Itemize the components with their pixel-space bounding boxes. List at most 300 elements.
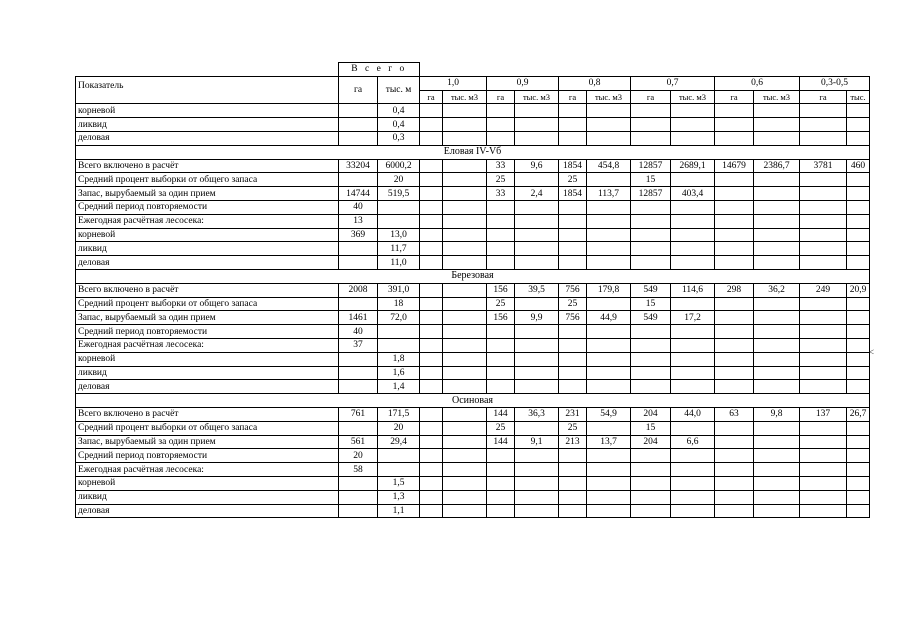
- table-cell: [754, 380, 800, 394]
- table-cell: [587, 131, 631, 145]
- table-cell: [800, 352, 847, 366]
- section-title-row: [76, 394, 870, 408]
- table-cell: 1,5: [378, 476, 420, 490]
- table-cell: [631, 228, 671, 242]
- table-cell: [800, 490, 847, 504]
- table-row: [76, 352, 870, 366]
- table-cell: 549: [631, 283, 671, 297]
- table-row: [76, 490, 870, 504]
- table-cell: [339, 490, 378, 504]
- table-cell: [339, 118, 378, 132]
- table-cell: [587, 118, 631, 132]
- table-cell: [420, 297, 443, 311]
- table-cell: 454,8: [587, 159, 631, 173]
- table-cell: [671, 256, 715, 270]
- table-cell: [515, 352, 559, 366]
- table-cell: 204: [631, 407, 671, 421]
- table-cell: 0,4: [378, 118, 420, 132]
- table-cell: [487, 242, 515, 256]
- table-cell: 20: [339, 449, 378, 463]
- table-cell: [487, 449, 515, 463]
- table-cell: [487, 476, 515, 490]
- subheader-ga: га: [487, 90, 515, 104]
- table-cell: 761: [339, 407, 378, 421]
- table-cell: 756: [559, 283, 587, 297]
- table-cell: 1,8: [378, 352, 420, 366]
- table-cell: [715, 449, 754, 463]
- table-cell: 1,6: [378, 366, 420, 380]
- table-cell: [587, 173, 631, 187]
- subheader-ga: га: [559, 90, 587, 104]
- section-title-row: [76, 145, 870, 159]
- header-group-0-7: 0,7: [631, 76, 715, 90]
- table-cell: [671, 380, 715, 394]
- table-cell: [559, 449, 587, 463]
- table-cell: [443, 297, 487, 311]
- table-cell: [515, 242, 559, 256]
- row-label: ликвид: [76, 118, 339, 132]
- table-cell: [800, 297, 847, 311]
- table-cell: [487, 504, 515, 518]
- table-cell: [487, 490, 515, 504]
- row-label: ликвид: [76, 366, 339, 380]
- table-cell: [420, 476, 443, 490]
- table-cell: 26,7: [847, 407, 870, 421]
- table-cell: [847, 490, 870, 504]
- table-cell: [420, 311, 443, 325]
- table-cell: [339, 504, 378, 518]
- table-cell: [420, 283, 443, 297]
- table-cell: [847, 228, 870, 242]
- table-row: [76, 104, 870, 118]
- table-cell: [631, 338, 671, 352]
- table-cell: [487, 366, 515, 380]
- table-cell: [754, 490, 800, 504]
- table-cell: 25: [559, 297, 587, 311]
- table-cell: 1,1: [378, 504, 420, 518]
- table-cell: [754, 463, 800, 477]
- table-cell: [715, 476, 754, 490]
- row-label: деловая: [76, 131, 339, 145]
- table-cell: 114,6: [671, 283, 715, 297]
- table-cell: 2008: [339, 283, 378, 297]
- table-cell: [631, 490, 671, 504]
- table-cell: [515, 449, 559, 463]
- table-cell: 11,7: [378, 242, 420, 256]
- table-cell: [515, 200, 559, 214]
- table-cell: [339, 366, 378, 380]
- table-cell: [715, 131, 754, 145]
- table-cell: 15: [631, 421, 671, 435]
- table-cell: 460: [847, 159, 870, 173]
- table-cell: [378, 325, 420, 339]
- row-label: ликвид: [76, 490, 339, 504]
- table-cell: [420, 242, 443, 256]
- table-cell: [631, 242, 671, 256]
- table-row: [76, 173, 870, 187]
- table-cell: 20: [378, 173, 420, 187]
- table-cell: [515, 256, 559, 270]
- subheader-tys-m3: тыс. м3: [754, 90, 800, 104]
- table-cell: [715, 380, 754, 394]
- table-cell: [420, 187, 443, 201]
- table-cell: 25: [487, 421, 515, 435]
- table-cell: [847, 366, 870, 380]
- table-cell: [631, 131, 671, 145]
- table-cell: [487, 463, 515, 477]
- table-cell: 1854: [559, 187, 587, 201]
- row-label: деловая: [76, 256, 339, 270]
- table-cell: [754, 504, 800, 518]
- row-label: ликвид: [76, 242, 339, 256]
- table-cell: [715, 256, 754, 270]
- table-cell: 36,3: [515, 407, 559, 421]
- table-cell: [754, 131, 800, 145]
- table-cell: [587, 504, 631, 518]
- table-cell: 9,6: [515, 159, 559, 173]
- table-cell: 756: [559, 311, 587, 325]
- table-cell: [420, 435, 443, 449]
- table-row: [76, 449, 870, 463]
- header-group-0-8: 0,8: [559, 76, 631, 90]
- table-cell: [443, 214, 487, 228]
- table-cell: [847, 104, 870, 118]
- table-cell: 369: [339, 228, 378, 242]
- table-row: [76, 187, 870, 201]
- table-cell: 20,9: [847, 283, 870, 297]
- table-cell: [443, 187, 487, 201]
- table-cell: [754, 338, 800, 352]
- header-group-0-6: 0,6: [715, 76, 800, 90]
- table-cell: [487, 200, 515, 214]
- table-cell: [487, 338, 515, 352]
- table-cell: 0,4: [378, 104, 420, 118]
- table-cell: [671, 366, 715, 380]
- table-cell: [631, 352, 671, 366]
- table-row: [76, 159, 870, 173]
- table-cell: [339, 242, 378, 256]
- table-cell: [420, 104, 443, 118]
- table-cell: [587, 297, 631, 311]
- table-cell: [671, 104, 715, 118]
- row-label: деловая: [76, 380, 339, 394]
- table-cell: [800, 242, 847, 256]
- table-cell: [800, 228, 847, 242]
- table-cell: [715, 228, 754, 242]
- table-cell: [420, 504, 443, 518]
- table-cell: 39,5: [515, 283, 559, 297]
- table-cell: [715, 352, 754, 366]
- subheader-tys-m3: тыс. м3: [671, 90, 715, 104]
- table-cell: [631, 325, 671, 339]
- header-row-2: [76, 76, 870, 90]
- table-cell: [715, 311, 754, 325]
- section-title-row: [76, 269, 870, 283]
- table-cell: [754, 173, 800, 187]
- table-cell: [420, 256, 443, 270]
- table-cell: [443, 131, 487, 145]
- table-cell: [800, 366, 847, 380]
- table-cell: [378, 200, 420, 214]
- table-cell: 25: [559, 421, 587, 435]
- table-row: [76, 311, 870, 325]
- table-row: [76, 407, 870, 421]
- table-cell: [715, 490, 754, 504]
- table-cell: 13,7: [587, 435, 631, 449]
- table-cell: [443, 338, 487, 352]
- table-cell: [715, 338, 754, 352]
- table-cell: 13,0: [378, 228, 420, 242]
- subheader-ga: га: [715, 90, 754, 104]
- table-cell: [587, 490, 631, 504]
- table-cell: [378, 463, 420, 477]
- table-cell: [800, 256, 847, 270]
- table-cell: [800, 380, 847, 394]
- table-cell: [559, 366, 587, 380]
- table-cell: [715, 200, 754, 214]
- table-cell: [443, 366, 487, 380]
- table-cell: [800, 104, 847, 118]
- table-cell: [631, 380, 671, 394]
- table-cell: [671, 173, 715, 187]
- table-cell: [671, 214, 715, 228]
- table-cell: [587, 449, 631, 463]
- table-cell: [847, 118, 870, 132]
- table-cell: [847, 131, 870, 145]
- table-cell: 231: [559, 407, 587, 421]
- table-row: [76, 200, 870, 214]
- edge-mark: <: [869, 347, 875, 357]
- table-cell: [847, 187, 870, 201]
- table-cell: [754, 311, 800, 325]
- table-cell: 403,4: [671, 187, 715, 201]
- row-label: корневой: [76, 476, 339, 490]
- table-cell: [339, 421, 378, 435]
- table-cell: [847, 311, 870, 325]
- table-cell: [515, 504, 559, 518]
- table-cell: 9,1: [515, 435, 559, 449]
- table-row: [76, 476, 870, 490]
- table-cell: [420, 214, 443, 228]
- table-cell: [800, 200, 847, 214]
- table-cell: [587, 256, 631, 270]
- table-cell: [443, 476, 487, 490]
- table-cell: 298: [715, 283, 754, 297]
- row-label: корневой: [76, 228, 339, 242]
- header-group-0-9: 0,9: [487, 76, 559, 90]
- table-cell: [420, 449, 443, 463]
- table-cell: [443, 283, 487, 297]
- table-cell: 25: [487, 297, 515, 311]
- table-cell: 144: [487, 407, 515, 421]
- table-cell: [443, 228, 487, 242]
- table-cell: [420, 173, 443, 187]
- table-cell: 15: [631, 297, 671, 311]
- subheader-ga: га: [631, 90, 671, 104]
- table-cell: [443, 256, 487, 270]
- row-label: Ежегодная расчётная лесосека:: [76, 463, 339, 477]
- table-cell: [587, 421, 631, 435]
- table-cell: [559, 104, 587, 118]
- table-cell: 33: [487, 187, 515, 201]
- table-cell: 36,2: [754, 283, 800, 297]
- table-cell: [631, 476, 671, 490]
- table-cell: [420, 366, 443, 380]
- table-cell: [443, 104, 487, 118]
- table-cell: [487, 118, 515, 132]
- subheader-tys-m3: тыс. м3: [587, 90, 631, 104]
- table-cell: [515, 380, 559, 394]
- table-cell: [420, 407, 443, 421]
- table-cell: [754, 187, 800, 201]
- row-label: Запас, вырубаемый за один прием: [76, 435, 339, 449]
- table-cell: [487, 256, 515, 270]
- table-cell: [754, 118, 800, 132]
- section-title: Еловая IV-Vб: [76, 145, 870, 159]
- table-cell: [443, 504, 487, 518]
- table-cell: [754, 242, 800, 256]
- table-cell: [847, 200, 870, 214]
- table-cell: 249: [800, 283, 847, 297]
- table-cell: [559, 476, 587, 490]
- row-label: деловая: [76, 504, 339, 518]
- table-cell: [587, 214, 631, 228]
- table-cell: [800, 173, 847, 187]
- forest-stock-table: [75, 62, 870, 518]
- table-cell: [559, 118, 587, 132]
- table-cell: 204: [631, 435, 671, 449]
- section-title: Березовая: [76, 269, 870, 283]
- table-cell: 179,8: [587, 283, 631, 297]
- table-row: [76, 214, 870, 228]
- table-cell: [671, 325, 715, 339]
- table-cell: 44,0: [671, 407, 715, 421]
- table-cell: [847, 504, 870, 518]
- table-cell: [587, 352, 631, 366]
- table-cell: [339, 131, 378, 145]
- table-cell: [420, 325, 443, 339]
- row-label: Средний период повторяемости: [76, 449, 339, 463]
- table-cell: 33204: [339, 159, 378, 173]
- table-cell: [443, 463, 487, 477]
- table-cell: [587, 338, 631, 352]
- row-label: Запас, вырубаемый за один прием: [76, 187, 339, 201]
- table-cell: [339, 352, 378, 366]
- table-cell: [631, 200, 671, 214]
- table-cell: [339, 380, 378, 394]
- row-label: Средний период повторяемости: [76, 200, 339, 214]
- table-cell: [847, 476, 870, 490]
- table-cell: [800, 435, 847, 449]
- table-cell: [847, 421, 870, 435]
- table-cell: [631, 504, 671, 518]
- row-label: Всего включено в расчёт: [76, 407, 339, 421]
- table-cell: [515, 118, 559, 132]
- table-row: [76, 256, 870, 270]
- table-cell: [631, 256, 671, 270]
- table-cell: [559, 463, 587, 477]
- table-cell: [443, 435, 487, 449]
- table-cell: 40: [339, 200, 378, 214]
- table-cell: [487, 380, 515, 394]
- table-cell: 1,4: [378, 380, 420, 394]
- table-cell: [800, 325, 847, 339]
- table-cell: 9,8: [754, 407, 800, 421]
- table-cell: 25: [487, 173, 515, 187]
- table-cell: [559, 504, 587, 518]
- table-row: [76, 283, 870, 297]
- table-cell: [443, 407, 487, 421]
- table-cell: [847, 256, 870, 270]
- table-cell: [587, 200, 631, 214]
- table-cell: [587, 476, 631, 490]
- table-cell: [715, 104, 754, 118]
- table-cell: 15: [631, 173, 671, 187]
- table-row: [76, 297, 870, 311]
- table-cell: [443, 242, 487, 256]
- table-cell: [559, 242, 587, 256]
- header-row-1: [76, 63, 870, 77]
- table-row: [76, 463, 870, 477]
- table-cell: [420, 228, 443, 242]
- table-cell: [847, 435, 870, 449]
- table-cell: [847, 380, 870, 394]
- table-cell: 37: [339, 338, 378, 352]
- table-cell: [339, 104, 378, 118]
- table-cell: 14744: [339, 187, 378, 201]
- table-cell: [754, 214, 800, 228]
- table-cell: [631, 104, 671, 118]
- row-label: Всего включено в расчёт: [76, 283, 339, 297]
- table-cell: [559, 490, 587, 504]
- table-cell: [715, 325, 754, 339]
- table-cell: [559, 200, 587, 214]
- table-cell: [754, 476, 800, 490]
- table-cell: [754, 200, 800, 214]
- table-cell: [631, 449, 671, 463]
- table-cell: [800, 421, 847, 435]
- table-cell: [800, 311, 847, 325]
- table-cell: [420, 380, 443, 394]
- table-cell: [800, 131, 847, 145]
- row-label: Средний период повторяемости: [76, 325, 339, 339]
- table-row: [76, 118, 870, 132]
- table-cell: 20: [378, 421, 420, 435]
- table-cell: [515, 490, 559, 504]
- table-row: [76, 338, 870, 352]
- table-cell: [443, 200, 487, 214]
- table-cell: [443, 380, 487, 394]
- table-cell: 156: [487, 311, 515, 325]
- table-cell: [515, 228, 559, 242]
- table-cell: [515, 338, 559, 352]
- table-cell: 54,9: [587, 407, 631, 421]
- table-cell: [420, 490, 443, 504]
- table-cell: [515, 131, 559, 145]
- table-cell: [671, 242, 715, 256]
- table-cell: [671, 131, 715, 145]
- table-cell: [671, 476, 715, 490]
- row-label: корневой: [76, 104, 339, 118]
- table-cell: [671, 118, 715, 132]
- table-row: [76, 380, 870, 394]
- table-cell: [443, 421, 487, 435]
- table-cell: 17,2: [671, 311, 715, 325]
- table-cell: [671, 490, 715, 504]
- table-cell: 1854: [559, 159, 587, 173]
- table-cell: [754, 366, 800, 380]
- table-cell: [587, 228, 631, 242]
